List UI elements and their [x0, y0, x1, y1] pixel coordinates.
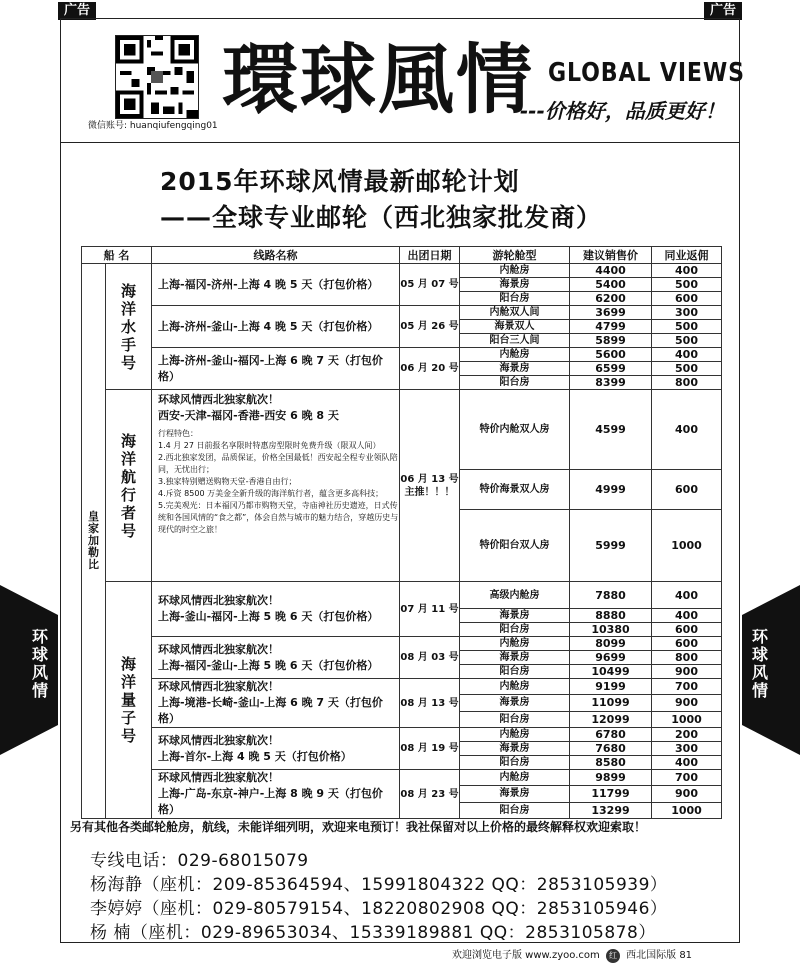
departure-date: 08 月 19 号	[400, 728, 460, 770]
departure-date: 06 月 20 号	[400, 348, 460, 390]
price: 3699	[570, 306, 652, 320]
price: 5999	[570, 510, 652, 582]
departure-date: 08 月 13 号	[400, 679, 460, 728]
commission: 400	[652, 264, 722, 278]
price: 8880	[570, 609, 652, 623]
commission: 700	[652, 679, 722, 695]
cabin-type: 内舱房	[460, 728, 570, 742]
cabin-type: 阳台三人间	[460, 334, 570, 348]
commission: 600	[652, 292, 722, 306]
cruise-price-table	[81, 246, 722, 819]
ship-cell	[106, 582, 152, 819]
commission: 800	[652, 651, 722, 665]
cabin-type: 海景房	[460, 609, 570, 623]
hotline: 专线电话：029-68015079	[90, 851, 309, 871]
table-row	[82, 390, 722, 470]
qr-code-icon	[115, 35, 199, 119]
footer-section: 西北国际版	[626, 950, 677, 961]
commission: 500	[652, 362, 722, 376]
commission: 300	[652, 306, 722, 320]
commission: 700	[652, 770, 722, 786]
commission: 500	[652, 334, 722, 348]
commission: 600	[652, 623, 722, 637]
price: 4999	[570, 470, 652, 510]
page-number: 81	[679, 950, 693, 961]
cabin-type: 阳台房	[460, 292, 570, 306]
route-cell	[152, 637, 400, 679]
price: 10499	[570, 665, 652, 679]
header-ship: 船 名	[82, 247, 152, 264]
commission: 900	[652, 665, 722, 679]
price: 12099	[570, 711, 652, 727]
route-cell	[152, 582, 400, 637]
route-headline: 环球风情西北独家航次！	[158, 642, 279, 656]
cabin-type: 特价海景双人房	[460, 470, 570, 510]
price: 8399	[570, 376, 652, 390]
cabin-type: 特价阳台双人房	[460, 510, 570, 582]
departure-date: 08 月 23 号	[400, 770, 460, 819]
itinerary-line: 2.西北独家发团，品质保证，价格全国最低！西安起全程专业领队陪同，无忧出行；	[158, 453, 398, 474]
price: 5899	[570, 334, 652, 348]
table-row	[82, 637, 722, 651]
ship-cell	[106, 390, 152, 582]
commission: 800	[652, 376, 722, 390]
wechat-id: 微信账号: huanqiufengqing01	[88, 121, 218, 131]
route-name: 上海-广岛-东京-神户-上海 8 晚 9 天（打包价格）	[158, 787, 383, 816]
route-name: 上海-首尔-上海 4 晚 5 天（打包价格）	[158, 749, 352, 763]
commission: 400	[652, 582, 722, 609]
table-row	[82, 306, 722, 320]
itinerary-line: 5.完美观光：日本福冈乃都市购物天堂，寺庙神社历史遗迹，日式传统和各国风情的“食之都”，体会自然与城市的魅力结合，穿越历史与现代的时空之旅！	[158, 501, 399, 534]
route-name: 上海-济州-釜山-上海 4 晚 5 天（打包价格）	[152, 306, 400, 348]
navigator-itinerary	[158, 428, 399, 536]
price: 11099	[570, 695, 652, 711]
price: 8580	[570, 756, 652, 770]
cabin-type: 阳台房	[460, 623, 570, 637]
cabin-type: 海景房	[460, 695, 570, 711]
commission: 400	[652, 348, 722, 362]
cabin-type: 内舱双人间	[460, 306, 570, 320]
ship-name-quantum: 海洋量子号	[120, 655, 136, 745]
departure-date: 05 月 07 号	[400, 264, 460, 306]
slogan: ---价格好，品质更好！	[520, 99, 725, 123]
header-cabin: 游轮舱型	[460, 247, 570, 264]
contact-line: 李婷婷（座机：029-80579154、18220802908 QQ：2853105946）	[90, 899, 668, 919]
navigator-route-cell	[152, 390, 400, 582]
side-label-right: 环球风情	[752, 627, 769, 700]
page-footer	[452, 946, 692, 963]
cabin-type: 高级内舱房	[460, 582, 570, 609]
route-cell	[152, 770, 400, 819]
commission: 900	[652, 695, 722, 711]
ship-name-navigator: 海洋航行者号	[120, 431, 136, 540]
commission: 400	[652, 756, 722, 770]
cabin-type: 内舱房	[460, 770, 570, 786]
table-row	[82, 679, 722, 695]
route-name: 上海-福冈-济州-上海 4 晚 5 天（打包价格）	[152, 264, 400, 306]
ad-tag-left: 广告	[58, 2, 96, 20]
commission: 300	[652, 742, 722, 756]
itinerary-line: 1.4 月 27 日前报名享限时特惠房型限时免费升级（限双人间）	[158, 441, 381, 450]
commission: 500	[652, 320, 722, 334]
commission: 1000	[652, 510, 722, 582]
commission: 1000	[652, 802, 722, 818]
route-headline: 环球风情西北独家航次！	[158, 771, 279, 784]
cabin-type: 海景房	[460, 278, 570, 292]
commission: 200	[652, 728, 722, 742]
departure-date: 08 月 03 号	[400, 637, 460, 679]
departure-date: 07 月 11 号	[400, 582, 460, 637]
ad-tag-right: 广告	[704, 2, 742, 20]
brand-cell	[82, 264, 106, 819]
price: 5400	[570, 278, 652, 292]
cabin-type: 内舱房	[460, 637, 570, 651]
cabin-type: 海景房	[460, 651, 570, 665]
cabin-type: 阳台房	[460, 665, 570, 679]
route-cell	[152, 679, 400, 728]
commission: 600	[652, 637, 722, 651]
cabin-type: 特价内舱双人房	[460, 390, 570, 470]
footer-badge-icon: 红	[606, 949, 620, 963]
header-date: 出团日期	[400, 247, 460, 264]
price: 6599	[570, 362, 652, 376]
commission: 600	[652, 470, 722, 510]
table-row	[82, 728, 722, 742]
cabin-type: 内舱房	[460, 264, 570, 278]
cabin-type: 内舱房	[460, 679, 570, 695]
ship-name-mariner: 海洋水手号	[120, 281, 136, 372]
itinerary-line: 3.独家特别赠送购物天堂-香港自由行；	[158, 477, 297, 486]
main-title: 2015年环球风情最新邮轮计划	[160, 167, 520, 196]
header-price: 建议销售价	[570, 247, 652, 264]
price: 4799	[570, 320, 652, 334]
ship-cell	[106, 264, 152, 390]
price: 13299	[570, 802, 652, 818]
price: 5600	[570, 348, 652, 362]
sub-title: ——全球专业邮轮（西北独家批发商）	[160, 203, 603, 232]
route-headline: 环球风情西北独家航次！	[158, 680, 279, 693]
price: 4599	[570, 390, 652, 470]
price: 11799	[570, 786, 652, 802]
route-name: 上海-釜山-福冈-上海 5 晚 6 天（打包价格）	[158, 610, 379, 623]
table-row	[82, 348, 722, 362]
header-divider	[60, 142, 740, 143]
table-row	[82, 582, 722, 609]
price: 10380	[570, 623, 652, 637]
route-headline: 环球风情西北独家航次！	[158, 594, 279, 607]
cabin-type: 阳台房	[460, 376, 570, 390]
cabin-type: 阳台房	[460, 756, 570, 770]
departure-date	[400, 390, 460, 582]
commission: 500	[652, 278, 722, 292]
price: 6780	[570, 728, 652, 742]
brand-logo: 環球風情	[222, 35, 534, 124]
navigator-date-note: 主推！！！	[404, 486, 455, 498]
price: 9199	[570, 679, 652, 695]
cabin-type: 海景房	[460, 362, 570, 376]
navigator-date: 06 月 13 号	[400, 473, 459, 485]
itinerary-line: 行程特色：	[158, 429, 198, 438]
cabin-type: 海景双人	[460, 320, 570, 334]
price: 6200	[570, 292, 652, 306]
commission: 1000	[652, 711, 722, 727]
route-cell	[152, 728, 400, 770]
side-band-right	[742, 575, 800, 760]
footer-note: 另有其他各类邮轮舱房，航线，未能详细列明，欢迎来电预订！我社保留对以上价格的最终解释权欢迎索取！	[70, 820, 647, 834]
route-name: 上海-济州-釜山-福冈-上海 6 晚 7 天（打包价格）	[152, 348, 400, 390]
brand-name: 皇家加勒比	[88, 510, 99, 571]
cabin-type: 阳台房	[460, 711, 570, 727]
route-headline: 环球风情西北独家航次！	[158, 733, 279, 747]
cabin-type: 阳台房	[460, 802, 570, 818]
commission: 900	[652, 786, 722, 802]
brand-logo-en: GLOBAL VIEWS	[548, 58, 745, 88]
footer-text: 欢迎浏览电子版 www.zyoo.com	[452, 950, 600, 961]
price: 7680	[570, 742, 652, 756]
route-name: 上海-福冈-釜山-上海 5 晚 6 天（打包价格）	[158, 658, 379, 672]
contact-line: 杨海静（座机：209-85364594、15991804322 QQ：2853105939）	[90, 875, 668, 895]
side-label-left: 环球风情	[32, 627, 49, 700]
itinerary-line: 4.斥资 8500 万美金全新升级的海洋航行者，蕴含更多高科技；	[158, 489, 384, 498]
table-row	[82, 770, 722, 786]
departure-date: 05 月 26 号	[400, 306, 460, 348]
table-row	[82, 264, 722, 278]
price: 8099	[570, 637, 652, 651]
cabin-type: 内舱房	[460, 348, 570, 362]
commission: 400	[652, 390, 722, 470]
header-route: 线路名称	[152, 247, 400, 264]
cabin-type: 海景房	[460, 786, 570, 802]
price: 4400	[570, 264, 652, 278]
table-header	[82, 247, 722, 264]
price: 9699	[570, 651, 652, 665]
contact-line: 杨 楠（座机：029-89653034、15339189881 QQ：2853105878）	[90, 923, 656, 943]
price: 9899	[570, 770, 652, 786]
cabin-type: 海景房	[460, 742, 570, 756]
route-name: 上海-境港-长崎-釜山-上海 6 晚 7 天（打包价格）	[158, 696, 383, 725]
commission: 400	[652, 609, 722, 623]
price: 7880	[570, 582, 652, 609]
navigator-headline: 环球风情西北独家航次！	[158, 393, 279, 406]
header-commission: 同业返佣	[652, 247, 722, 264]
navigator-route: 西安-天津-福冈-香港-西安 6 晚 8 天	[158, 409, 339, 422]
